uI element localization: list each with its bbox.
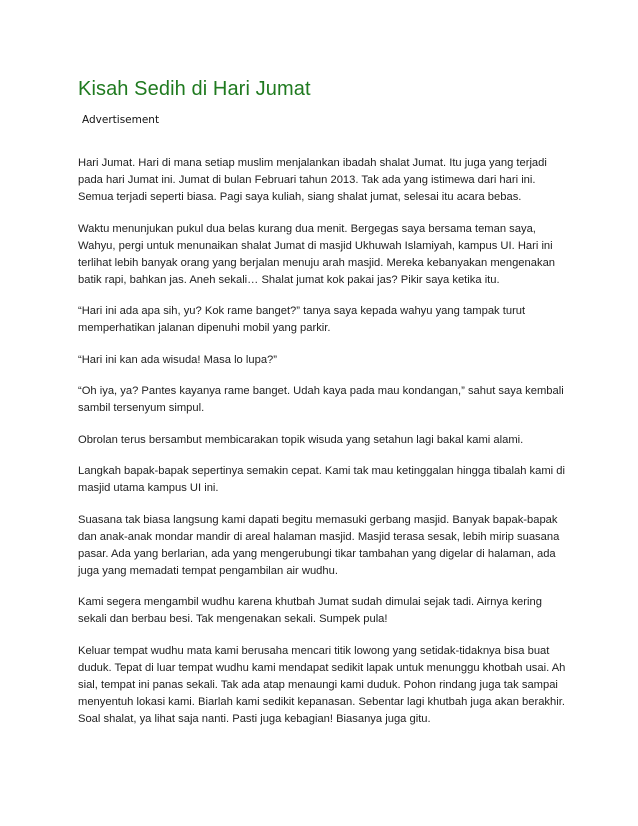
article-title: Kisah Sedih di Hari Jumat [78, 78, 311, 100]
paragraph-4: “Hari ini kan ada wisuda! Masa lo lupa?” [78, 353, 277, 366]
paragraph-2: Waktu menunjukan pukul dua belas kurang dua menit. Bergegas saya bersama teman saya, Wahyu, pergi untuk menunaikan shalat Jumat di masjid Ukhuwah Islamiyah, kampus UI. Hari ini terlihat lebih banyak orang yang berjalan menuju arah masjid. Mereka kebanyakan mengenakan batik rapi, bahkan jas. Aneh sekali… Shalat jumat kok pakai jas? Pikir saya ketika itu. [78, 222, 556, 286]
article-body [78, 155, 568, 728]
paragraph-5: “Oh iya, ya? Pantes kayanya rame banget. Udah kaya pada mau kondangan,” sahut saya kembali sambil tersenyum simpul. [78, 385, 564, 414]
paragraph-7: Langkah bapak-bapak sepertinya semakin cepat. Kami tak mau ketinggalan hingga tibalah kami di masjid utama kampus UI ini. [78, 465, 565, 494]
article [78, 76, 568, 742]
paragraph-1: Hari Jumat. Hari di mana setiap muslim menjalankan ibadah shalat Jumat. Itu juga yang terjadi pada hari Jumat ini. Jumat di bulan Februari tahun 2013. Tak ada yang istimewa dari hari ini. Semua terjadi seperti biasa. Pagi saya kuliah, siang shalat jumat, selesai itu acara bebas. [78, 157, 547, 203]
paragraph-6: Obrolan terus bersambut membicarakan topik wisuda yang setahun lagi bakal kami alami. [78, 433, 524, 446]
paragraph-3: “Hari ini ada apa sih, yu? Kok rame banget?” tanya saya kepada wahyu yang tampak turut memperhatikan jalanan dipenuhi mobil yang parkir. [78, 305, 526, 334]
paragraph-9: Kami segera mengambil wudhu karena khutbah Jumat sudah dimulai sejak tadi. Airnya kering sekali dan berbau besi. Tak mengenakan sekali. Sumpek pula! [78, 596, 542, 625]
paragraph-10: Keluar tempat wudhu mata kami berusaha mencari titik lowong yang setidak-tidaknya bisa buat duduk. Tepat di luar tempat wudhu kami mendapat sedikit lapak untuk menunggu khotbah usai. Ah sial, tempat ini panas sekali. Tak ada atap menaungi kami duduk. Pohon rindang juga tak sampai menyentuh lokasi kami. Biarlah kami sedikit kepanasan. Sebentar lagi khutbah juga akan berakhir. Soal shalat, ya lihat saja nanti. Pasti juga kebagian! Biasanya juga gitu. [78, 644, 566, 725]
paragraph-8: Suasana tak biasa langsung kami dapati begitu memasuki gerbang masjid. Banyak bapak-bapak dan anak-anak mondar mandir di areal halaman masjid. Masjid terasa sesak, lebih mirip suasana pasar. Ada yang berlarian, ada yang mengerubungi tikar tambahan yang digelar di halaman, ada juga yang memadati tempat pengambilan air wudhu. [78, 513, 560, 577]
advertisement-label: Advertisement [82, 114, 160, 126]
